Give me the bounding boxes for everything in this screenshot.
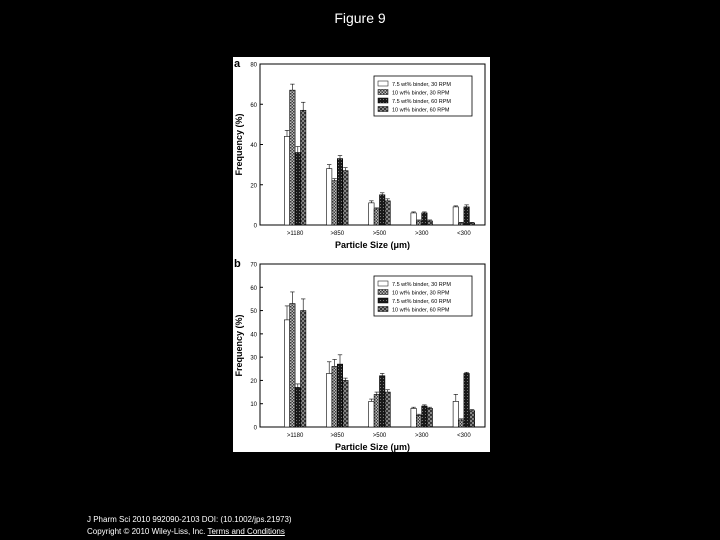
legend-swatch <box>378 307 388 312</box>
bar <box>369 203 374 225</box>
figure-panel <box>233 57 490 452</box>
bar <box>301 311 306 427</box>
x-tick-label: >850 <box>330 433 345 439</box>
bar <box>374 209 379 225</box>
x-tick-label: <300 <box>457 231 471 237</box>
bar <box>422 213 427 225</box>
copyright-line <box>87 526 292 538</box>
legend-swatch <box>378 90 388 95</box>
bar <box>327 169 332 225</box>
legend-label: 10 wt% binder, 60 RPM <box>392 107 450 114</box>
bar <box>380 376 385 427</box>
panel-label: b <box>234 258 241 270</box>
legend-label: 10 wt% binder, 30 RPM <box>392 90 450 97</box>
legend-label: 7.5 wt% binder, 60 RPM <box>392 299 452 305</box>
legend-swatch <box>378 98 388 103</box>
x-tick-label: >850 <box>330 231 345 237</box>
x-tick-label: >1180 <box>286 433 304 439</box>
bar <box>284 136 289 225</box>
y-axis-label: Frequency (%) <box>234 314 244 377</box>
bar <box>343 171 348 225</box>
bar <box>301 110 306 225</box>
bar <box>411 408 416 427</box>
legend-swatch <box>378 281 388 286</box>
bar <box>385 201 390 225</box>
footer <box>87 514 292 538</box>
bar <box>469 223 474 225</box>
legend-label: 7.5 wt% binder, 30 RPM <box>392 282 452 288</box>
bar <box>427 221 432 225</box>
y-tick-label: 20 <box>250 378 257 385</box>
legend-swatch <box>378 81 388 86</box>
bar <box>327 373 332 427</box>
y-tick-label: 20 <box>250 183 257 190</box>
x-tick-label: >1180 <box>286 231 304 237</box>
y-tick-label: 0 <box>253 425 257 432</box>
bar <box>427 408 432 427</box>
y-tick-label: 0 <box>253 223 257 230</box>
bar <box>337 159 342 225</box>
bar <box>295 387 300 427</box>
bar <box>416 221 421 225</box>
y-tick-label: 60 <box>250 102 257 109</box>
bar <box>453 401 458 427</box>
y-tick-label: 40 <box>250 332 257 339</box>
y-tick-label: 10 <box>250 402 257 409</box>
x-tick-label: >500 <box>372 231 387 237</box>
legend-label: 7.5 wt% binder, 30 RPM <box>392 82 452 88</box>
bar <box>422 406 427 427</box>
bar <box>469 411 474 427</box>
y-tick-label: 30 <box>250 355 257 362</box>
x-tick-label: >300 <box>414 231 429 237</box>
figure-title: Figure 9 <box>334 10 386 26</box>
x-tick-label: >300 <box>414 433 429 439</box>
x-axis-label: Particle Size (μm) <box>334 442 411 452</box>
bar <box>290 90 295 225</box>
bar <box>459 223 464 225</box>
x-tick-label: <300 <box>457 433 471 439</box>
bar <box>411 213 416 225</box>
bar <box>464 373 469 427</box>
bar <box>290 304 295 427</box>
bar <box>453 207 458 225</box>
bar <box>459 420 464 427</box>
bar <box>369 401 374 427</box>
bar <box>374 394 379 427</box>
bar <box>337 364 342 427</box>
bar <box>416 415 421 427</box>
y-tick-label: 50 <box>250 309 257 316</box>
legend-label: 7.5 wt% binder, 60 RPM <box>392 99 452 105</box>
legend-swatch <box>378 107 388 112</box>
x-tick-label: >500 <box>372 433 387 439</box>
bar <box>332 181 337 225</box>
bar <box>343 380 348 427</box>
legend-label: 10 wt% binder, 30 RPM <box>392 290 450 297</box>
bar <box>284 320 289 427</box>
y-tick-label: 80 <box>250 62 257 69</box>
legend-swatch <box>378 290 388 295</box>
bar <box>464 207 469 225</box>
y-axis-label: Frequency (%) <box>234 113 244 176</box>
citation-text: J Pharm Sci 2010 992090-2103 DOI: (10.1002/jps.21973) <box>87 515 292 524</box>
bar <box>295 153 300 225</box>
chart-svg <box>233 57 490 452</box>
y-tick-label: 40 <box>250 143 257 149</box>
y-tick-label: 70 <box>250 262 257 269</box>
bar <box>332 366 337 427</box>
legend-swatch <box>378 298 388 303</box>
bar <box>385 392 390 427</box>
copyright-text: Copyright © 2010 Wiley-Liss, Inc. <box>87 527 206 536</box>
terms-link[interactable]: Terms and Conditions <box>207 527 285 536</box>
panel-label: a <box>234 58 241 70</box>
legend-label: 10 wt% binder, 60 RPM <box>392 307 450 314</box>
bar <box>380 195 385 225</box>
y-tick-label: 60 <box>250 285 257 292</box>
x-axis-label: Particle Size (μm) <box>334 240 411 250</box>
